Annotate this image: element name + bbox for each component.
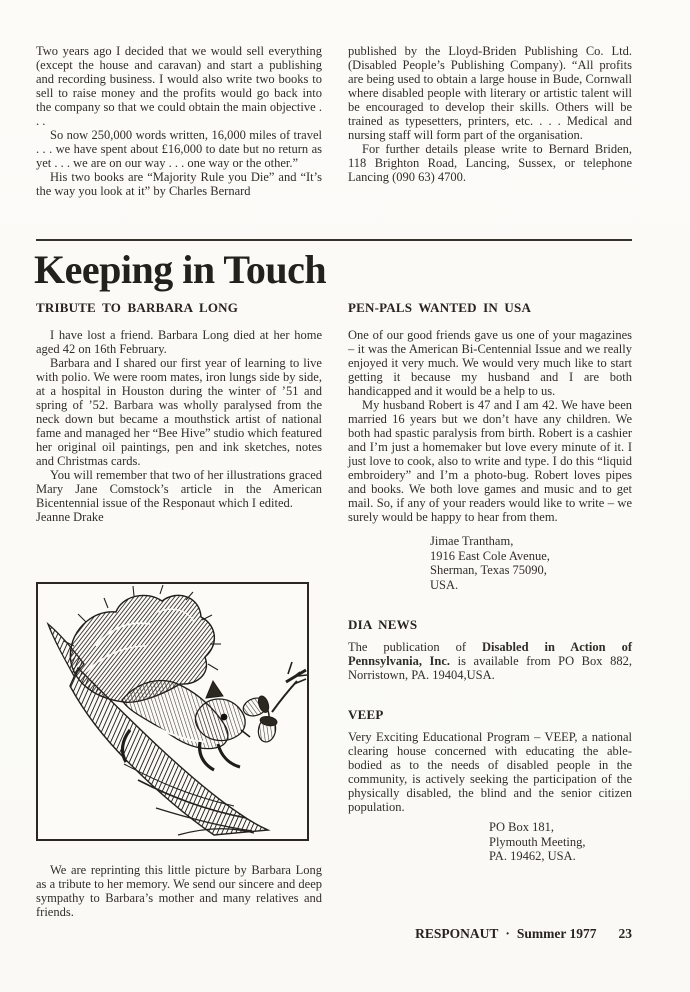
page-title: Keeping in Touch <box>34 247 327 292</box>
acorn <box>241 695 271 719</box>
column-right <box>348 301 632 992</box>
paragraph: published by the Lloyd-Briden Publishing Co. Ltd. (Disabled People’s Publishing Company). “All profits are being used to obtain a large house in Bude, Cornwall where disabled people with literary or artistic talent will be encouraged to develop their skills. Others will be trained as typesetters, printers, etc. . . . Medical and nursing staff will form part of the organisation. <box>348 44 632 142</box>
squirrel-illustration <box>38 584 307 839</box>
address-line: Plymouth Meeting, <box>489 834 586 849</box>
continuation-column-left <box>36 44 322 198</box>
squirrel-ear <box>206 681 223 698</box>
address-block-veep <box>489 820 632 864</box>
section-heading-tribute: TRIBUTE TO BARBARA LONG <box>36 300 239 315</box>
squirrel-eye <box>221 714 228 721</box>
journal-name: RESPONAUT <box>415 926 499 941</box>
paragraph: My husband Robert is 47 and I am 42. We have been married 16 years but we don’t have any children. We both had spastic paralysis from birth. Robert is a cashier and I’m just a homemaker but love every minute of it. I just love to cook, also to write and type. I do this “liquid embroidery” and I’m a photo-bug. Robert loves pipes and books. We both love games and music and to get mail. So, if any of your readers would like to write – we surely would be happy to hear from them. <box>348 398 632 524</box>
issue-label: Summer 1977 <box>516 926 597 941</box>
signature: Jeanne Drake <box>36 510 104 524</box>
paragraph: His two books are “Majority Rule you Die” and “It’s the way you look at it” by Charles Bernard <box>36 170 322 198</box>
address-line: Jimae Trantham, <box>430 534 514 548</box>
address-line: PA. 19462, USA. <box>489 849 576 863</box>
address-line: USA. <box>430 577 459 592</box>
footer-separator-dot: · <box>505 926 510 941</box>
paragraph <box>348 640 632 682</box>
address-line: 1916 East Cole Avenue, <box>430 548 550 563</box>
address-block-penpals <box>430 534 632 592</box>
section-heading-dia: DIA NEWS <box>348 617 418 632</box>
squirrel-head <box>196 699 246 741</box>
dia-text: is available from PO Box 882, Norristown, PA. 19404,USA. <box>348 654 632 682</box>
illustration-frame <box>36 582 309 841</box>
paragraph: Very Exciting Educational Program – VEEP, a national clearing house concerned with educating the able-bodied as to the needs of disabled people in the community, is actively seeking the participation of the physically disabled, the blind and the senior citizen population. <box>348 730 632 814</box>
paragraph: For further details please write to Bernard Briden, 118 Brighton Road, Lancing, Sussex, or telephone Lancing (090 63) 4700. <box>348 142 632 184</box>
address-line: PO Box 181, <box>489 820 554 834</box>
acorn <box>257 715 278 743</box>
section-heading-veep: VEEP <box>348 707 384 722</box>
paragraph: You will remember that two of her illustrations graced Mary Jane Comstock’s article in the American Bicentennial issue of the Responaut which I edited. <box>36 468 322 510</box>
dia-organisation-name: Disabled in Action of Pennsylvania, Inc. <box>348 640 632 668</box>
page-number: 23 <box>618 926 632 941</box>
acorn-twig <box>272 681 297 712</box>
illustration-caption: We are reprinting this little picture by Barbara Long as a tribute to her memory. We send our sincere and deep sympathy to Barbara’s mother and many relatives and friends. <box>36 863 322 919</box>
column-left <box>36 301 322 992</box>
address-line: Sherman, Texas 75090, <box>430 563 547 577</box>
paragraph: I have lost a friend. Barbara Long died at her home aged 42 on 16th February. <box>36 328 322 356</box>
paragraph: Barbara and I shared our first year of learning to live with polio. We were room mates, iron lungs side by side, at a hospital in Houston during the winter of ’51 and spring of ’52. Barbara was wholly paralysed from the neck down but became a mouthstick artist of national fame and managed her “Bee Hive” studio which featured her original oil paintings, pen and ink sketches, notes and Christmas cards. <box>36 356 322 468</box>
journal-issue <box>415 926 596 942</box>
paragraph: One of our good friends gave us one of your magazines – it was the American Bi-Centennial Issue and we really enjoyed it very much. We would very much like to start getting it because my husband and I are both handicapped and it would be a help to us. <box>348 328 632 398</box>
section-heading-penpals: PEN-PALS WANTED IN USA <box>348 300 532 315</box>
dia-text: The publication of <box>348 640 482 654</box>
paragraph: Two years ago I decided that we would sell everything (except the house and caravan) and start a publishing and recording business. I would also write two books to sell to raise money and the profits would go back into the company so that we could obtain the main objective . . . <box>36 44 322 128</box>
paragraph: So now 250,000 words written, 16,000 miles of travel . . . we have spent about £16,000 to date but no return as yet . . . we are on our way . . . one way or the other.” <box>36 128 322 170</box>
section-divider-rule <box>36 239 632 241</box>
continuation-column-right <box>348 44 632 184</box>
page-footer <box>36 926 632 942</box>
